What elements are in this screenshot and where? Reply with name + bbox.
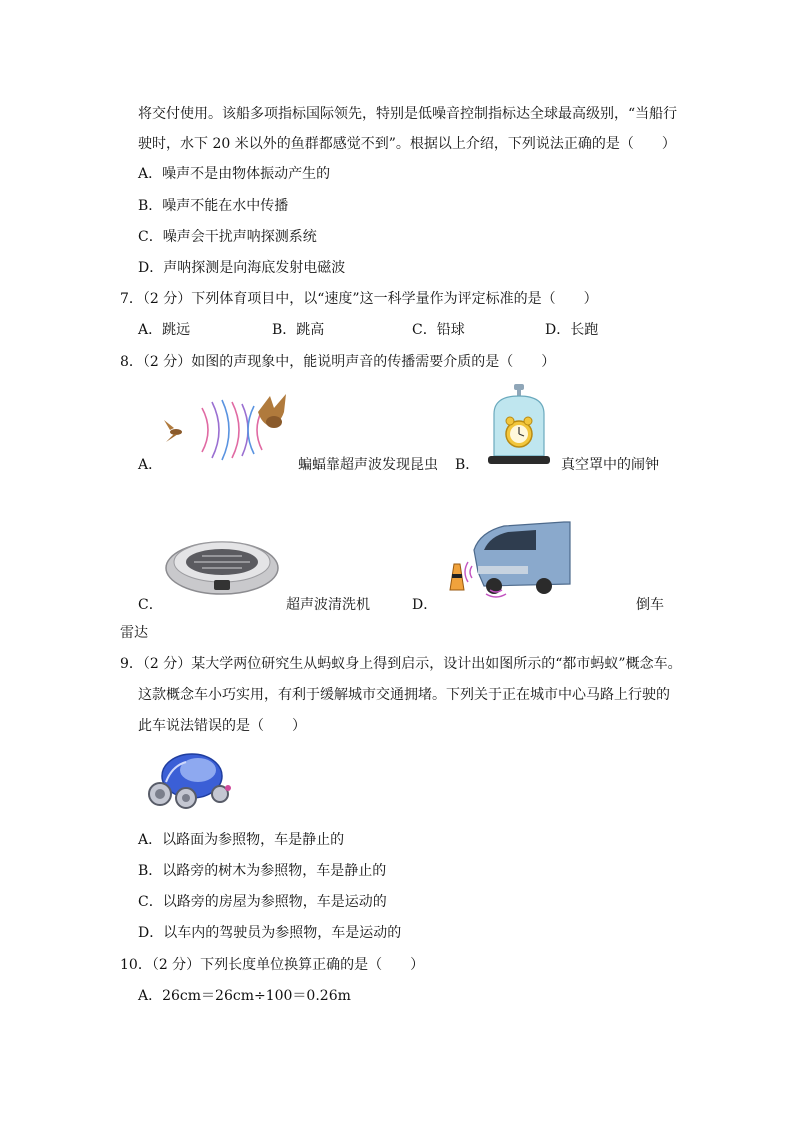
q8-option-b-caption: 真空罩中的闹钟 [561,457,659,473]
q6-option-a: A．噪声不是由物体振动产生的 [138,166,331,182]
q8-option-c-letter: C． [138,597,163,613]
moth-icon [164,420,182,442]
q9-option-a: A．以路面为参照物，车是静止的 [138,832,345,848]
q8-option-a-letter: A． [138,457,163,473]
q10-stem: 10．（2 分）下列长度单位换算正确的是（ ） [120,957,425,973]
bat-ultrasound-figure [162,390,294,470]
ultrasonic-cleaner-figure [164,522,280,596]
q8-option-d-caption-2: 雷达 [120,625,148,641]
q6-option-d: D．声呐探测是向海底发射电磁波 [138,260,346,276]
q8-option-b-letter: B． [455,457,480,473]
q6-stem-line2: 驶时，水下 20 米以外的鱼群都感觉不到”。根据以上介绍，下列说法正确的是（ ） [138,136,676,152]
q9-stem-line2: 这款概念车小巧实用，有利于缓解城市交通拥堵。下列关于正在城市中心马路上行驶的 [138,687,670,703]
q9-stem-line3: 此车说法错误的是（ ） [138,718,306,734]
q6-stem-line1: 将交付使用。该船多项指标国际领先，特别是低噪音控制指标达全球最高级别，“当船行 [138,106,678,122]
reversing-radar-figure [444,520,572,598]
q7-option-b: B．跳高 [272,322,325,338]
q9-option-d: D．以车内的驾驶员为参照物，车是运动的 [138,925,402,941]
q8-option-a-caption: 蝙蝠靠超声波发现昆虫 [298,457,438,473]
q8-option-c-caption: 超声波清洗机 [286,597,370,613]
q7-option-d: D．长跑 [545,322,599,338]
q8-option-d-caption-1: 倒车 [636,597,664,613]
q7-option-c: C．铅球 [412,322,465,338]
bell-jar-alarm-clock-figure [486,384,552,468]
q6-option-b: B．噪声不能在水中传播 [138,198,289,214]
bat-icon [258,394,286,428]
q8-option-d-letter: D． [412,597,438,613]
q9-stem-line1: 9．（2 分）某大学两位研究生从蚂蚁身上得到启示，设计出如图所示的“都市蚂蚁”概念车。 [120,656,682,672]
q6-option-c: C．噪声会干扰声呐探测系统 [138,229,317,245]
q7-option-a: A．跳远 [138,322,191,338]
q10-option-a: A．26cm＝26cm÷100＝0.26m [138,988,351,1004]
q7-stem: 7．（2 分）下列体育项目中，以“速度”这一科学量作为评定标准的是（ ） [120,291,598,307]
q9-option-c: C．以路旁的房屋为参照物，车是运动的 [138,894,387,910]
q8-stem: 8．（2 分）如图的声现象中，能说明声音的传播需要介质的是（ ） [120,354,556,370]
ant-concept-car-figure [142,742,234,812]
q9-option-b: B．以路旁的树木为参照物，车是静止的 [138,863,387,879]
